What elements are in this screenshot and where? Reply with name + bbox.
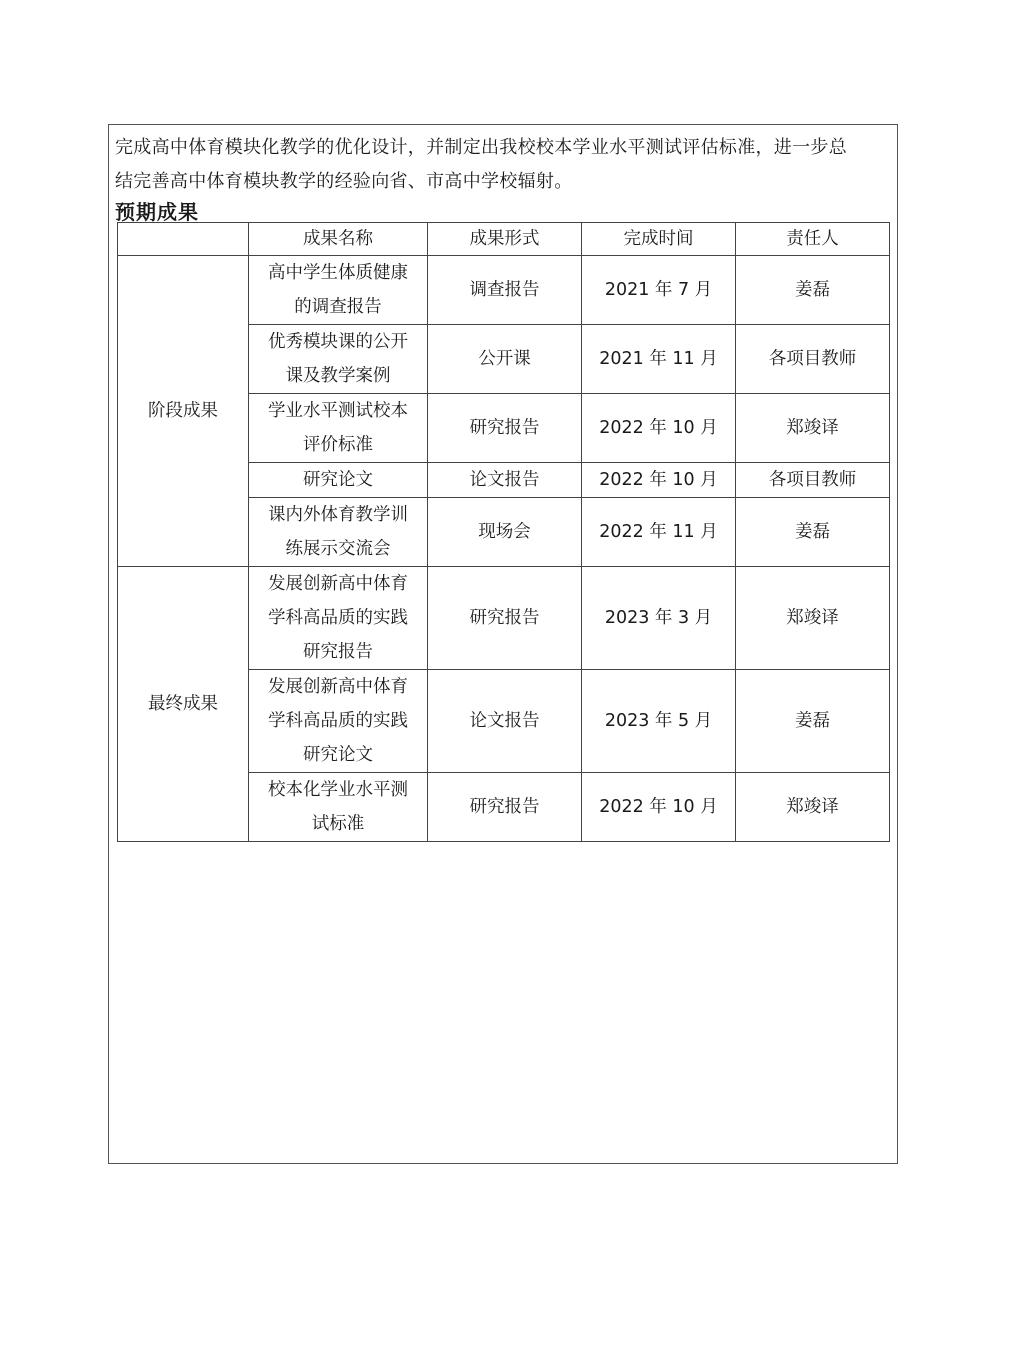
- result-name-cell: [249, 463, 428, 498]
- table-header-row: [118, 223, 890, 256]
- completion-time-cell: 2023 年 3 月: [582, 567, 736, 670]
- result-name-line: 研究论文: [303, 470, 373, 490]
- header-cell: 责任人: [736, 223, 890, 256]
- result-name-line: 优秀模块课的公开: [268, 332, 408, 352]
- result-form-cell: 研究报告: [428, 394, 582, 463]
- owner-cell: 姜磊: [736, 670, 890, 773]
- result-form-cell: 公开课: [428, 325, 582, 394]
- stage-cell: 阶段成果: [118, 256, 249, 567]
- result-form-cell: 现场会: [428, 498, 582, 567]
- result-name-line: 研究论文: [303, 745, 373, 765]
- result-name-cell: [249, 394, 428, 463]
- header-cell: [118, 223, 249, 256]
- completion-time-cell: 2021 年 7 月: [582, 256, 736, 325]
- result-name-line: 校本化学业水平测: [268, 780, 408, 800]
- owner-cell: 各项目教师: [736, 463, 890, 498]
- completion-time-cell: 2023 年 5 月: [582, 670, 736, 773]
- result-name-line: 发展创新高中体育: [268, 677, 408, 697]
- result-name-line: 学业水平测试校本: [268, 401, 408, 421]
- result-name-line: 学科高品质的实践: [268, 608, 408, 628]
- owner-cell: 郑竣译: [736, 394, 890, 463]
- result-name-line: 课及教学案例: [285, 366, 391, 386]
- completion-time-cell: 2022 年 10 月: [582, 463, 736, 498]
- results-table: [117, 222, 890, 842]
- owner-cell: 姜磊: [736, 498, 890, 567]
- result-name-cell: [249, 670, 428, 773]
- owner-cell: 各项目教师: [736, 325, 890, 394]
- results-body: [118, 256, 890, 842]
- completion-time-cell: 2022 年 10 月: [582, 394, 736, 463]
- completion-time-cell: 2022 年 11 月: [582, 498, 736, 567]
- completion-time-cell: 2022 年 10 月: [582, 773, 736, 842]
- result-name-cell: [249, 256, 428, 325]
- owner-cell: 姜磊: [736, 256, 890, 325]
- result-name-cell: [249, 567, 428, 670]
- result-form-cell: 论文报告: [428, 670, 582, 773]
- result-name-line: 评价标准: [303, 435, 373, 455]
- result-form-cell: 论文报告: [428, 463, 582, 498]
- result-name-line: 研究报告: [303, 642, 373, 662]
- result-form-cell: 研究报告: [428, 567, 582, 670]
- completion-time-cell: 2021 年 11 月: [582, 325, 736, 394]
- intro-line: 完成高中体育模块化教学的优化设计，并制定出我校校本学业水平测试评估标准，进一步总: [115, 137, 847, 158]
- table-row: [118, 567, 890, 670]
- header-cell: 成果形式: [428, 223, 582, 256]
- result-name-cell: [249, 498, 428, 567]
- header-cell: 完成时间: [582, 223, 736, 256]
- result-name-cell: [249, 773, 428, 842]
- header-cell: 成果名称: [249, 223, 428, 256]
- owner-cell: 郑竣译: [736, 773, 890, 842]
- intro-line: 结完善高中体育模块教学的经验向省、市高中学校辐射。: [115, 171, 573, 192]
- result-name-line: 学科高品质的实践: [268, 711, 408, 731]
- result-form-cell: 调查报告: [428, 256, 582, 325]
- result-name-cell: [249, 325, 428, 394]
- result-name-line: 高中学生体质健康: [268, 263, 408, 283]
- stage-cell: 最终成果: [118, 567, 249, 842]
- result-form-cell: 研究报告: [428, 773, 582, 842]
- result-name-line: 练展示交流会: [285, 539, 391, 559]
- result-name-line: 发展创新高中体育: [268, 574, 408, 594]
- section-heading: 预期成果: [115, 200, 199, 224]
- table-row: [118, 256, 890, 325]
- result-name-line: 的调查报告: [294, 297, 382, 317]
- owner-cell: 郑竣译: [736, 567, 890, 670]
- result-name-line: 课内外体育教学训: [268, 505, 408, 525]
- intro-paragraph: [115, 131, 900, 199]
- result-name-line: 试标准: [311, 814, 365, 834]
